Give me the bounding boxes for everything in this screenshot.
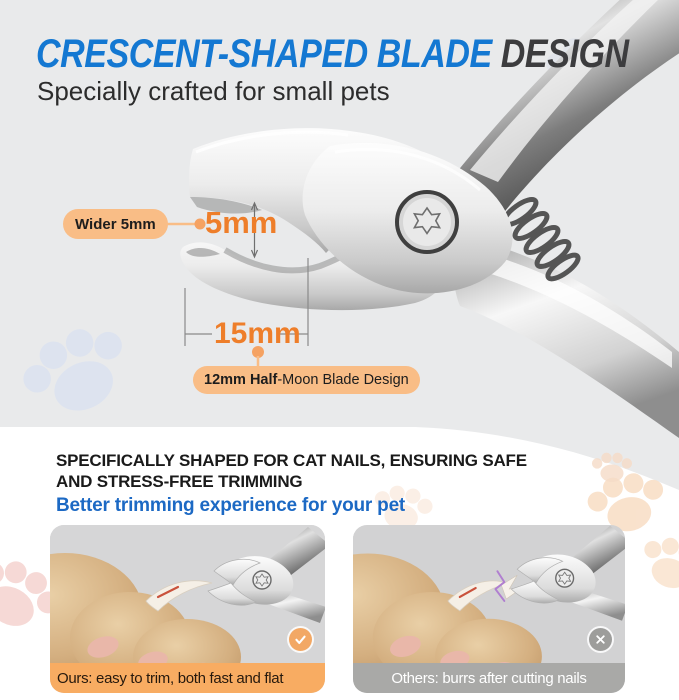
benefits-heading: [56, 450, 527, 492]
benefits-heading-line2: AND STRESS-FREE TRIMMING: [56, 472, 303, 491]
comparison-card-ours: [50, 525, 325, 693]
pivot-screw: [397, 192, 457, 252]
blade-badge-bold-text: 12mm Half: [204, 372, 278, 388]
benefits-subheading: Better trimming experience for your pet: [56, 495, 406, 516]
ours-trimming-photo: [50, 525, 325, 663]
others-trimming-photo: [353, 525, 625, 663]
width-dimension-label: 15mm: [214, 317, 301, 350]
paw-print-icon: [13, 314, 142, 429]
gap-dimension-label: 5mm: [205, 205, 278, 240]
wider-badge: Wider 5mm: [63, 209, 168, 239]
blade-badge-rest-text: -Moon Blade Design: [277, 372, 409, 388]
others-caption: Others: burrs after cutting nails: [353, 663, 625, 693]
page-title-rest: DESIGN: [491, 32, 629, 76]
benefits-heading-line1: SPECIFICALLY SHAPED FOR CAT NAILS, ENSURING SAFE: [56, 451, 527, 470]
page-subtitle: Specially crafted for small pets: [37, 76, 390, 106]
comparison-card-others: [353, 525, 625, 693]
ours-caption: Ours: easy to trim, both fast and flat: [50, 663, 325, 693]
page-title: [36, 32, 629, 77]
cross-icon: [589, 628, 612, 651]
blade-design-badge: [193, 366, 420, 394]
page-title-accent: CRESCENT-SHAPED BLADE: [36, 32, 492, 76]
check-icon: [289, 628, 312, 651]
